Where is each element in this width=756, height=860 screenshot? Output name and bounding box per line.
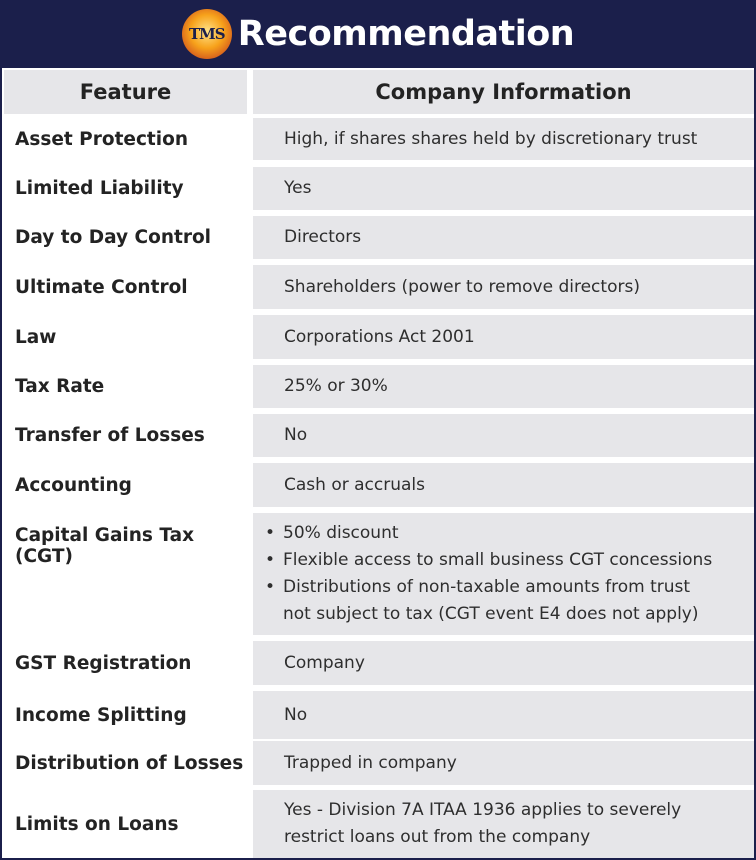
- info-distribution-of-losses: Trapped in company: [253, 741, 754, 785]
- feature-law: Law: [15, 326, 57, 348]
- cgt-bullet-list: [253, 520, 712, 628]
- info-asset-protection: High, if shares shares held by discretionary trust: [253, 118, 754, 160]
- feature-day-to-day-control: Day to Day Control: [15, 227, 212, 248]
- column-header-company: Company Information: [253, 70, 754, 114]
- info-line: restrict loans out from the company: [284, 827, 591, 847]
- info-gst-registration: Company: [253, 641, 754, 685]
- feature-transfer-of-losses: Transfer of Losses: [15, 425, 205, 446]
- info-law: Corporations Act 2001: [253, 315, 754, 359]
- feature-income-splitting: Income Splitting: [15, 704, 187, 726]
- info-transfer-of-losses: No: [253, 414, 754, 457]
- info-accounting: Cash or accruals: [253, 463, 754, 507]
- page-title: Recommendation: [237, 14, 575, 54]
- feature-limited-liability: Limited Liability: [15, 178, 184, 199]
- logo-text: TMS: [188, 25, 225, 43]
- info-limited-liability: Yes: [253, 167, 754, 210]
- list-item-line: • Distributions of non-taxable amounts from trust: [283, 577, 691, 597]
- feature-gst-registration: GST Registration: [15, 652, 192, 674]
- feature-capital-gains-tax: Capital Gains Tax (CGT): [15, 525, 195, 567]
- feature-asset-protection: Asset Protection: [15, 128, 188, 150]
- column-header-feature: Feature: [4, 70, 247, 114]
- feature-limits-on-loans: Limits on Loans: [15, 813, 179, 835]
- feature-ultimate-control: Ultimate Control: [15, 276, 188, 298]
- list-item: • Flexible access to small business CGT concessions: [253, 547, 712, 574]
- info-ultimate-control: Shareholders (power to remove directors): [253, 265, 754, 309]
- feature-tax-rate: Tax Rate: [15, 376, 105, 397]
- info-limits-on-loans: [253, 790, 754, 858]
- info-tax-rate: 25% or 30%: [253, 365, 754, 408]
- tms-logo-icon: [182, 9, 232, 59]
- info-day-to-day-control: Directors: [253, 216, 754, 259]
- list-item-line: not subject to tax (CGT event E4 does not apply): [283, 604, 699, 624]
- feature-distribution-of-losses: Distribution of Losses: [15, 752, 244, 774]
- info-line: Yes - Division 7A ITAA 1936 applies to severely: [284, 800, 682, 820]
- list-item: [253, 574, 712, 628]
- feature-accounting: Accounting: [15, 474, 132, 496]
- info-income-splitting: No: [253, 691, 754, 739]
- header-banner: [0, 0, 756, 68]
- list-item: • 50% discount: [253, 520, 712, 547]
- info-capital-gains-tax: [253, 513, 754, 635]
- comparison-table: [2, 68, 754, 858]
